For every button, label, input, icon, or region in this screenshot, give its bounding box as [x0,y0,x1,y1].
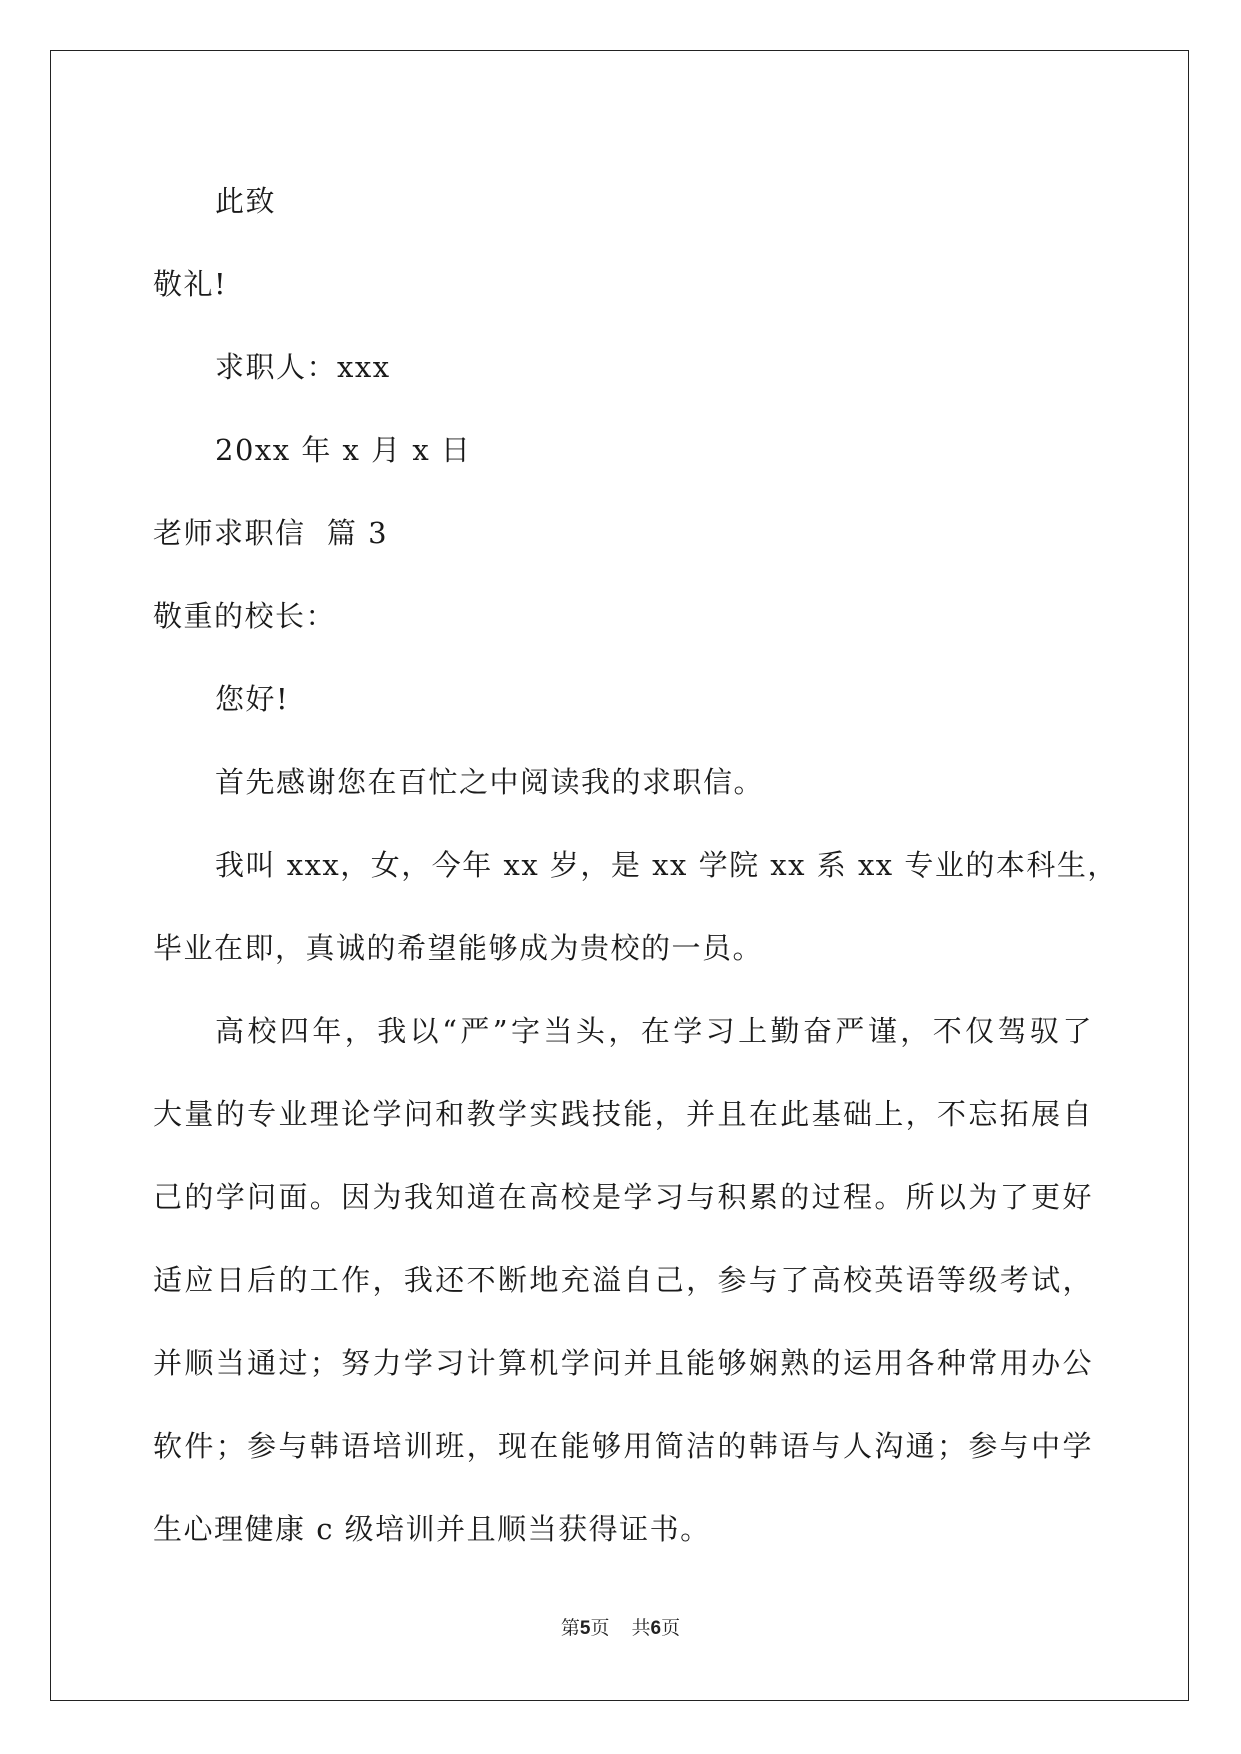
current-page-number: 5 [579,1618,591,1639]
paragraph-2-line: 我叫 xxx，女，今年 xx 岁，是 xx 学院 xx 系 xx 专业的本科生， [215,848,1118,882]
paragraph-3-line: 己的学问面。因为我知道在高校是学习与积累的过程。所以为了更好 [153,1180,1093,1214]
paragraph-3-line: 适应日后的工作，我还不断地充溢自己，参与了高校英语等级考试， [153,1263,1093,1297]
letter-closing-1: 此致 [215,184,277,218]
paragraph-2-line: 毕业在即，真诚的希望能够成为贵校的一员。 [153,931,764,965]
letter-signature: 求职人：xxx [215,350,391,384]
letter-date: 20xx 年 x 月 x 日 [215,433,472,467]
total-pages-number: 6 [650,1618,662,1639]
page-prefix: 第 [560,1617,580,1639]
section-title: 老师求职信 篇 3 [153,516,389,550]
total-unit: 页 [661,1617,681,1639]
paragraph-3-line: 高校四年，我以“严”字当头，在学习上勤奋严谨，不仅驾驭了 [215,1014,1093,1048]
paragraph-3-line: 生心理健康 c 级培训并且顺当获得证书。 [153,1512,711,1546]
paragraph-3-line: 软件；参与韩语培训班，现在能够用简洁的韩语与人沟通；参与中学 [153,1429,1093,1463]
page-footer [0,1616,1241,1641]
paragraph-3-line: 并顺当通过；努力学习计算机学问并且能够娴熟的运用各种常用办公 [153,1346,1093,1380]
document-body [153,160,1118,1571]
page-unit: 页 [590,1617,610,1639]
salutation: 敬重的校长： [153,599,337,633]
letter-closing-2: 敬礼! [153,267,228,301]
total-prefix: 共 [631,1617,651,1639]
paragraph-3-line: 大量的专业理论学问和教学实践技能，并且在此基础上，不忘拓展自 [153,1097,1093,1131]
paragraph-1: 首先感谢您在百忙之中阅读我的求职信。 [215,765,765,799]
greeting: 您好! [215,682,290,716]
